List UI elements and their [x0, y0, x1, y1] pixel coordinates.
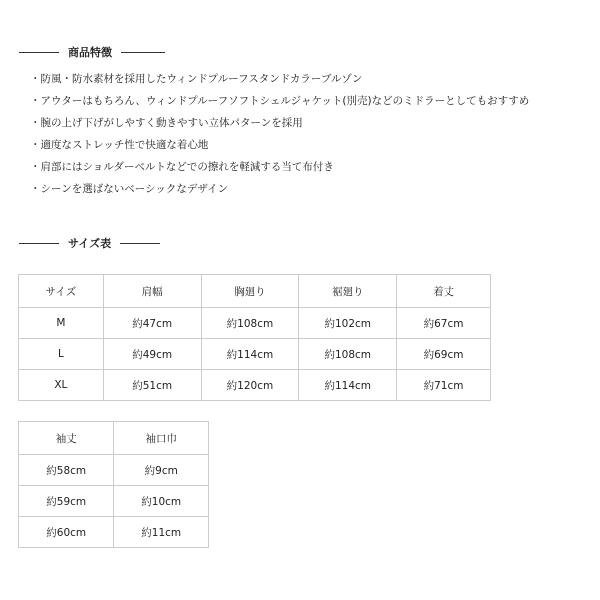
features-heading-label: 商品特徴 [68, 46, 112, 59]
table-cell: 約67cm [397, 308, 491, 339]
heading-rule-right [121, 52, 165, 53]
table-cell: M [19, 308, 104, 339]
table-cell: 約60cm [19, 517, 114, 548]
header-length: 着丈 [397, 275, 491, 308]
table-header-row [19, 275, 491, 308]
table-row [19, 339, 491, 370]
table-header-row [19, 422, 209, 455]
header-sleeve-length: 袖丈 [19, 422, 114, 455]
features-list [30, 68, 529, 200]
table-cell: 約9cm [114, 455, 209, 486]
header-shoulder-width: 肩幅 [103, 275, 201, 308]
header-chest: 胸廻り [201, 275, 299, 308]
table-cell: 約59cm [19, 486, 114, 517]
header-cuff-width: 袖口巾 [114, 422, 209, 455]
table-cell: 約114cm [299, 370, 397, 401]
table-row [19, 308, 491, 339]
header-size: サイズ [19, 275, 104, 308]
table-cell: 約102cm [299, 308, 397, 339]
size-table-heading-label: サイズ表 [68, 237, 112, 250]
feature-item: ・肩部にはショルダーベルトなどでの擦れを軽減する当て布付き [30, 161, 334, 173]
table-cell: 約114cm [201, 339, 299, 370]
table-row [19, 370, 491, 401]
feature-item: ・腕の上げ下げがしやすく動きやすい立体パターンを採用 [30, 117, 303, 129]
feature-item: ・防風・防水素材を採用したウィンドプルーフスタンドカラーブルゾン [30, 73, 363, 85]
table-cell: 約108cm [201, 308, 299, 339]
heading-rule-right [120, 243, 160, 244]
table-row [19, 455, 209, 486]
table-cell: 約11cm [114, 517, 209, 548]
size-table-sleeve [18, 421, 209, 548]
table-cell: 約10cm [114, 486, 209, 517]
table-cell: 約58cm [19, 455, 114, 486]
table-cell: 約71cm [397, 370, 491, 401]
table-cell: 約108cm [299, 339, 397, 370]
heading-rule-left [19, 52, 59, 53]
feature-item: ・適度なストレッチ性で快適な着心地 [30, 139, 209, 151]
table-cell: 約47cm [103, 308, 201, 339]
table-row [19, 517, 209, 548]
table-row [19, 486, 209, 517]
table-cell: 約49cm [103, 339, 201, 370]
feature-item: ・アウターはもちろん、ウィンドプルーフソフトシェルジャケット(別売)などのミドラーとしてもおすすめ [30, 95, 530, 107]
features-heading [19, 44, 165, 60]
table-cell: L [19, 339, 104, 370]
size-table-main [18, 274, 491, 401]
table-cell: 約120cm [201, 370, 299, 401]
table-cell: 約51cm [103, 370, 201, 401]
table-cell: XL [19, 370, 104, 401]
feature-item: ・シーンを選ばないベーシックなデザイン [30, 183, 229, 195]
table-cell: 約69cm [397, 339, 491, 370]
header-hem: 裾廻り [299, 275, 397, 308]
heading-rule-left [19, 243, 59, 244]
size-table-heading [19, 235, 160, 251]
